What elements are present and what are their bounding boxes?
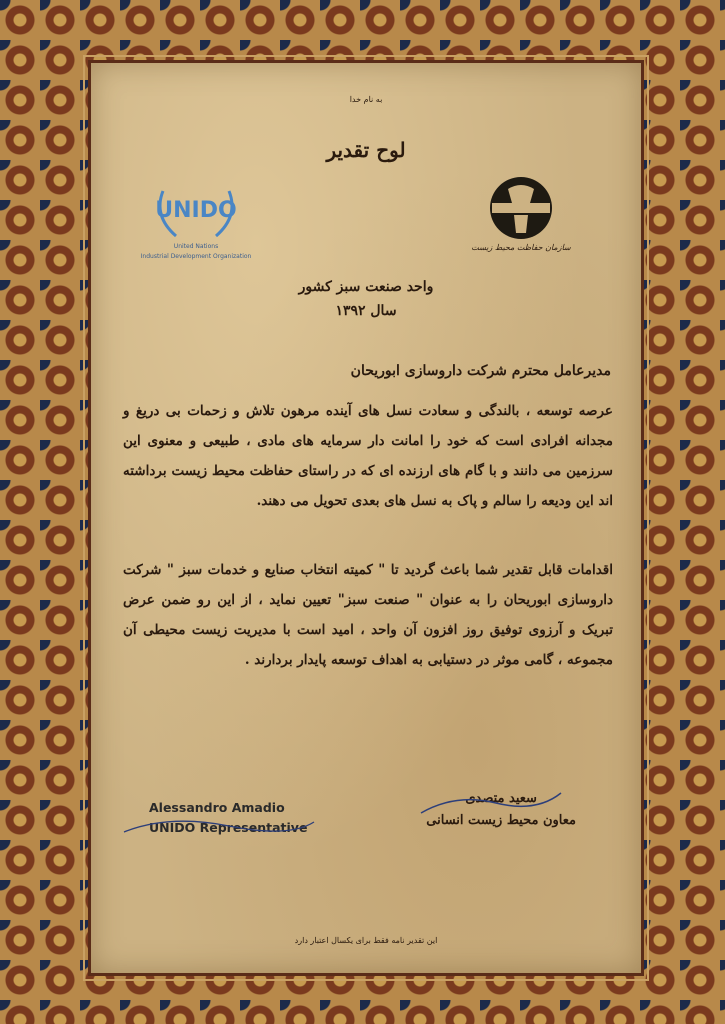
signature-scribble-right <box>416 788 566 818</box>
green-industry-unit <box>91 275 641 323</box>
unido-logo <box>121 181 271 261</box>
unit-line-1: واحد صنعت سبز کشور <box>298 279 434 295</box>
unit-year: سال ۱۳۹۲ <box>335 303 397 319</box>
unido-subtitle-1: United Nations <box>173 243 219 250</box>
paragraph-1: عرصه توسعه ، بالندگی و سعادت نسل های آینده مرهون تلاش و زحمات بی دریغ و مجدانه افرادی است که خود را امانت دار سرمایه های مادی ، طبیعی و معنوی این سرزمین می دانند و با گام های ارزنده ای که در راستای حفاظت محیط زیست برداشته اند این ودیعه را سالم و پاک به نسل های بعدی تحویل می دهند. <box>123 403 613 509</box>
doe-caption: سازمان حفاظت محیط زیست <box>471 243 571 252</box>
validity-footnote: این تقدیر نامه فقط برای یکسال اعتبار دارد <box>294 936 438 945</box>
signer-name-left: Alessandro Amadio <box>149 800 285 815</box>
signature-right <box>426 788 576 832</box>
bismillah-text: به نام خدا <box>349 95 383 104</box>
signer-name-right: سعید متصدی <box>465 791 537 806</box>
paragraph-2: اقدامات قابل تقدیر شما باعث گردید تا " کمیته انتخاب صنایع و خدمات سبز " شرکت داروسازی ابوریحان را به عنوان " صنعت سبز" تعیین نماید ، از این رو ضمن عرض تبریک و آرزوی توفیق روز افزون آن واحد ، امید است با مدیریت زیست محیطی آن مجموعه ، گامی موثر در دستیابی به اهداف توسعه پایدار بردارند . <box>123 562 613 668</box>
addressee: مدیرعامل محترم شرکت داروسازی ابوریحان <box>350 363 611 379</box>
signature-scribble-left <box>119 812 319 842</box>
unido-subtitle-2: Industrial Development Organization <box>140 253 252 260</box>
doe-emblem-icon <box>486 175 556 241</box>
doe-logo <box>456 175 586 252</box>
laurel-wreath-icon <box>151 181 241 241</box>
signer-title-right: معاون محیط زیست انسانی <box>426 813 576 828</box>
signature-left <box>149 798 307 838</box>
signer-title-left: UNIDO Representative <box>149 820 308 835</box>
unido-wordmark: UNIDO <box>155 198 237 223</box>
certificate-title: لوح تقدیر <box>326 138 406 162</box>
certificate-paper <box>88 60 644 976</box>
